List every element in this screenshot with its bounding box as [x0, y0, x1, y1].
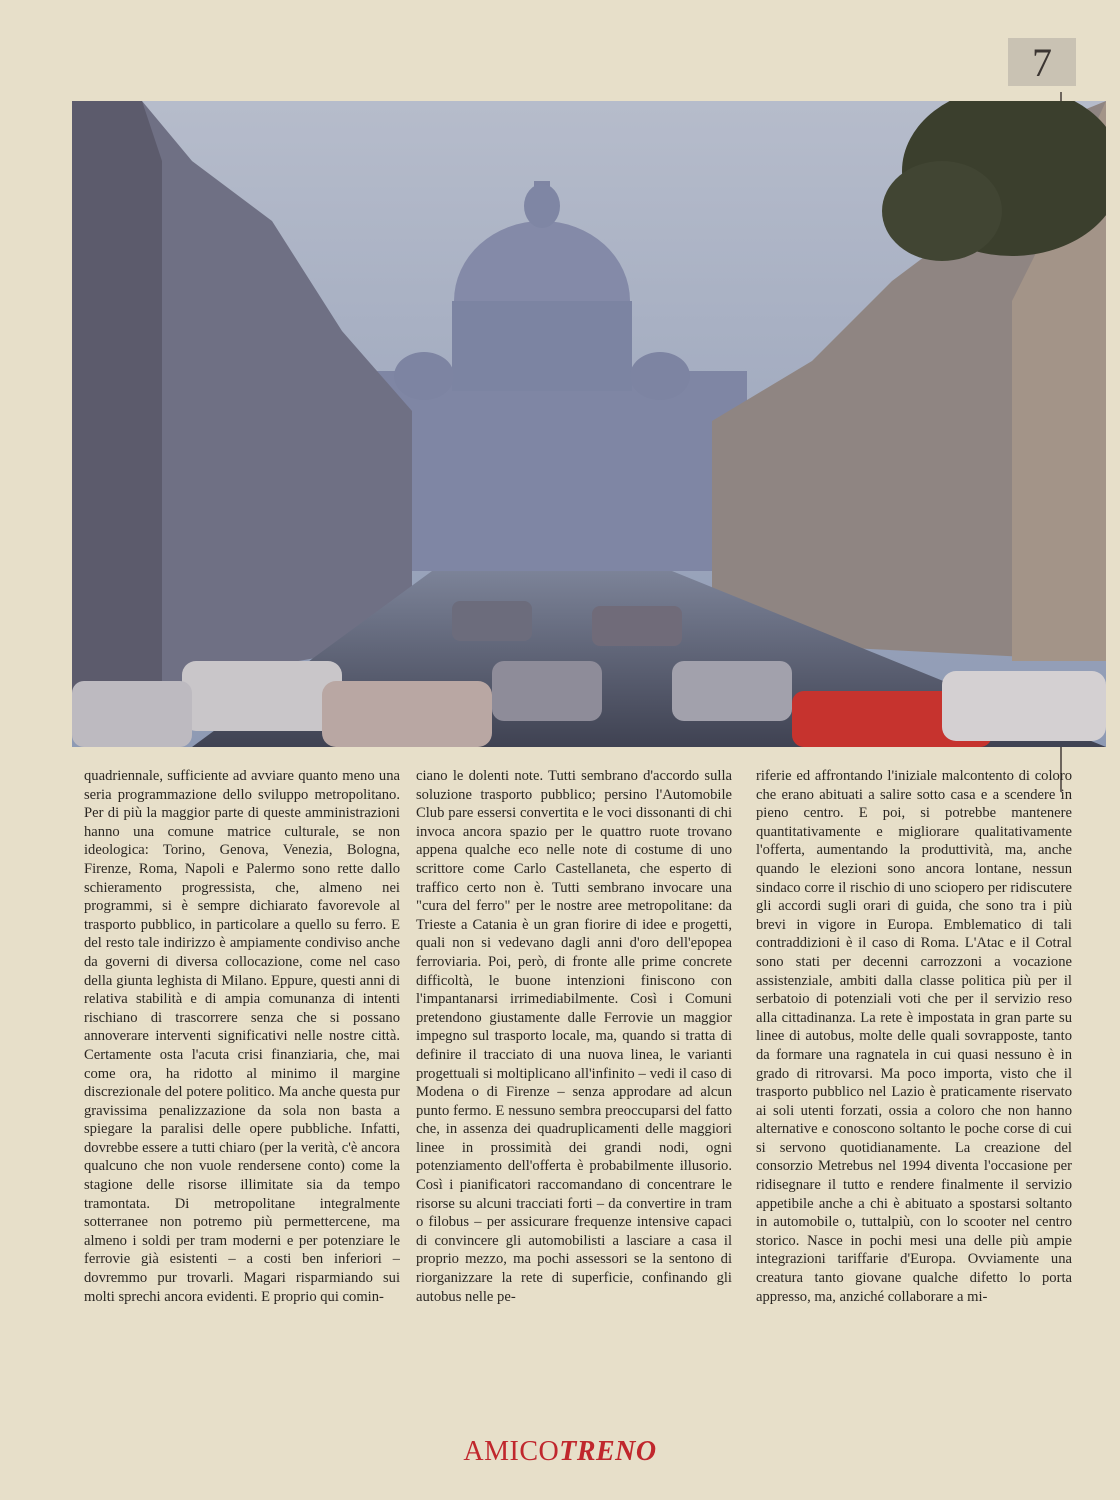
- article-column-1: [84, 767, 400, 1439]
- logo-part-amico: AMICO: [463, 1436, 560, 1467]
- column-text: quadriennale, sufficiente ad avviare quanto meno una seria programmazione dello sviluppo metropolitano. Per di più la maggior parte di queste amministrazioni hanno una comune matrice culturale, se non ideologica: Torino, Genova, Venezia, Bologna, Firenze, Roma, Napoli e Palermo sono rette dallo schieramento progressista, che, almeno nei programmi, si è sempre dichiarato favorevole al trasporto pubblico, in particolare a quello su ferro. E del resto tale indirizzo è ampiamente condiviso anche da governi di diversa collocazione, come nel caso della giunta leghista di Milano. Eppure, questi anni di relativa stabilità e di ampia comunanza di intenti rischiano di trascorrere senza che si possano annoverare interventi significativi nelle nostre città. Certamente osta l'acuta crisi finanziaria, che, mai come ora, ha ridotto al minimo il margine discrezionale del potere politico. Ma anche questa pur gravissima penalizzazione da sola non basta a spiegare la paralisi delle opere pubbliche. Infatti, dovrebbe essere a tutti chiaro (per la verità, c'è ancora qualcuno che non vuole rendersene conto) come la stagione delle risorse illimitate sia da tempo tramontata. Di metropolitane integralmente sotterranee non potremo più permettercene, ma almeno i soldi per tram moderni e per potenziare le ferrovie già esistenti – a costi ben inferiori – dovremmo pur trovarli. Magari risparmiando sui molti sprechi ancora evidenti. E proprio qui comin-: [84, 768, 400, 1305]
- article-photo: [72, 101, 1106, 747]
- article-column-2: [416, 767, 732, 1439]
- column-text: ciano le dolenti note. Tutti sembrano d'accordo sulla soluzione trasporto pubblico; persino l'Automobile Club pare essersi convertita e le voci dissonanti di chi invoca ancora spazio per le quattro ruote trovano appena qualche eco nelle note di costume di uno scrittore come Carlo Castellaneta, che esperto di traffico certo non è. Tutti sembrano invocare una "cura del ferro" per le nostre aree metropolitane: da Trieste a Catania è un gran fiorire di idee e progetti, quali non si vedevano dagli anni d'oro dell'epopea ferroviaria. Poi, però, di fronte alle prime concrete difficoltà, le buone intenzioni finiscono con l'impantanarsi irrimediabilmente. Così i Comuni pretendono giustamente dalle Ferrovie un maggior impegno sul trasporto locale, ma, quando si tratta di definire il tracciato di una nuova linea, le varianti progettuali si moltiplicano all'infinito – vedi il caso di Modena o di Firenze – senza approdare ad alcun punto fermo. E nessuno sembra preoccuparsi del fatto che, in assenza dei quadruplicamenti delle maggiori linee in prossimità dei grandi nodi, ogni potenziamento dell'offerta è probabilmente illusorio. Così i pianificatori raccomandano di concentrare le risorse su alcuni tracciati forti – da convertire in tram o filobus – per assicurare frequenze intensive capaci di convincere gli automobilisti a lasciare a casa il proprio mezzo, ma pochi assessori se la sentono di riorganizzare la rete di superficie, confinando gli autobus nelle pe-: [416, 768, 732, 1305]
- magazine-logo: [0, 1436, 1120, 1468]
- logo-part-treno: TRENO: [559, 1436, 657, 1467]
- page-number: 7: [1008, 38, 1076, 86]
- article-column-3: [756, 767, 1072, 1439]
- photo-st-peters-street: [72, 101, 1106, 747]
- column-text: riferie ed affrontando l'iniziale malcontento di coloro che erano abituati a salire sotto casa e a scendere in pieno centro. E poi, si potrebbe mantenere quantitativamente e migliorare qualitativamente l'offerta, aumentando la produttività, ma, anche quando le elezioni sono ancora lontane, nessun sindaco corre il rischio di uno sciopero per ridiscutere gli accordi sugli orari di guida, che sono tra i più brevi in vigore in Europa. Emblematico di tali contraddizioni è il caso di Roma. L'Atac e il Cotral sono stati per decenni carrozzoni a vocazione assistenziale, ambiti dalla classe politica più per il serbatoio di potenziali voti che per il servizio reso alla cittadinanza. La rete è impostata in gran parte su linee di autobus, molte delle quali sovrapposte, tanto da formare una ragnatela in cui quasi nessuno è in grado di ritrovarsi. Ma poco importa, visto che il trasporto pubblico nel Lazio è praticamente riservato ai soli utenti forzati, ossia a coloro che non hanno alternative e conoscono soltanto le poche corse di cui si servono quotidianamente. La creazione del consorzio Metrebus nel 1994 diventa l'occasione per ridisegnare il tutto e rendere finalmente il servizio appetibile anche a chi è abituato a spostarsi soltanto in automobile o, tuttalpiù, con lo scooter nel centro storico. Nasce in pochi mesi una delle più ampie integrazioni tariffarie d'Europa. Ovviamente una creatura tanto giovane qualche difetto lo porta appresso, ma, anziché collaborare a mi-: [756, 768, 1072, 1305]
